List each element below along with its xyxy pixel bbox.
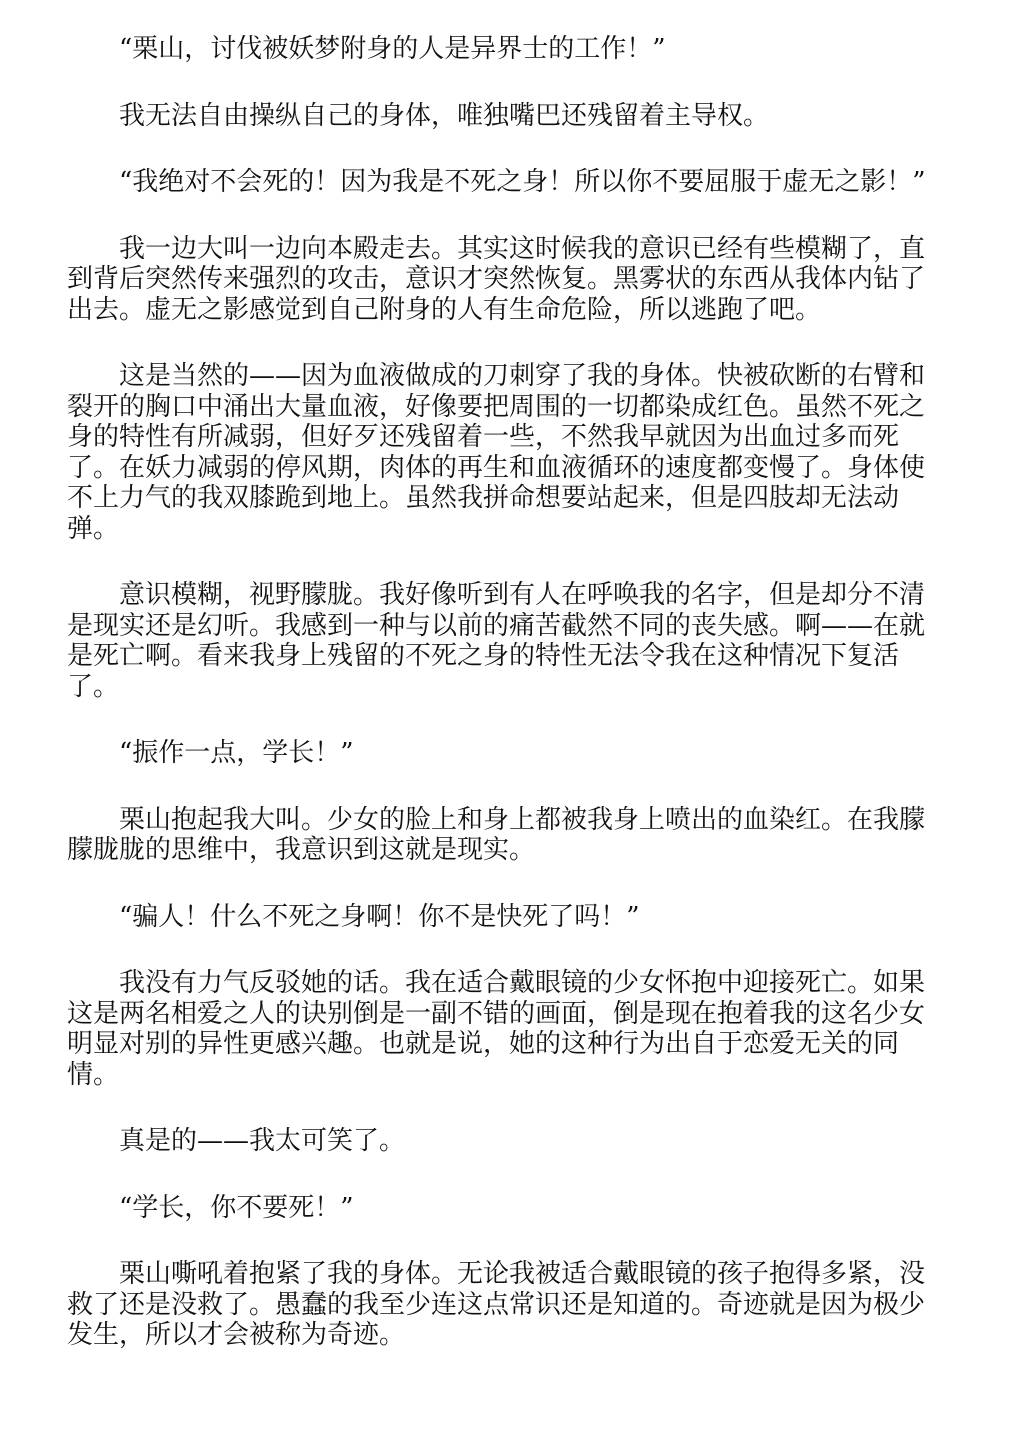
paragraph: “栗山，讨伐被妖梦附身的人是异界士的工作！” <box>119 34 666 64</box>
paragraph: “骗人！什么不死之身啊！你不是快死了吗！” <box>119 901 640 932</box>
paragraph: “学长，你不要死！” <box>119 1192 354 1223</box>
paragraph: 我没有力气反驳她的话。我在适合戴眼镜的少女怀抱中迎接死亡。如果这是两名相爱之人的诀别倒是一副不错的画面，倒是现在抱着我的这名少女明显对别的异性更感兴趣。也就是说，她的这种行为出自于恋爱无关的同情。 <box>67 968 926 1090</box>
paragraph: “我绝对不会死的！因为我是不死之身！所以你不要屈服于虚无之影！” <box>119 167 926 197</box>
paragraph: 栗山抱起我大叫。少女的脸上和身上都被我身上喷出的血染红。在我朦朦胧胧的思维中，我意识到这就是现实。 <box>67 804 926 865</box>
paragraph: “振作一点，学长！” <box>119 738 354 768</box>
paragraph: 我无法自由操纵自己的身体，唯独嘴巴还残留着主导权。 <box>119 100 770 131</box>
paragraph: 意识模糊，视野朦胧。我好像听到有人在呼唤我的名字，但是却分不清是现实还是幻听。我感到一种与以前的痛苦截然不同的丧失感。啊——在就是死亡啊。看来我身上残留的不死之身的特性无法令我在这种情况下复活了。 <box>67 580 926 702</box>
paragraph: 栗山嘶吼着抱紧了我的身体。无论我被适合戴眼镜的孩子抱得多紧，没救了还是没救了。愚蠢的我至少连这点常识还是知道的。奇迹就是因为极少发生，所以才会被称为奇迹。 <box>67 1259 926 1350</box>
text-body <box>67 34 947 1387</box>
paragraph: 真是的——我太可笑了。 <box>119 1126 406 1156</box>
paragraph: 我一边大叫一边向本殿走去。其实这时候我的意识已经有些模糊了，直到背后突然传来强烈的攻击，意识才突然恢复。黑雾状的东西从我体内钻了出去。虚无之影感觉到自己附身的人有生命危险，所以逃跑了吧。 <box>67 233 926 325</box>
paragraph: 这是当然的——因为血液做成的刀刺穿了我的身体。快被砍断的右臂和裂开的胸口中涌出大量血液，好像要把周围的一切都染成红色。虽然不死之身的特性有所减弱，但好歹还残留着一些，不然我早就因为出血过多而死了。在妖力减弱的停风期，肉体的再生和血液循环的速度都变慢了。身体使不上力气的我双膝跪到地上。虽然我拼命想要站起来，但是四肢却无法动弹。 <box>67 361 926 544</box>
